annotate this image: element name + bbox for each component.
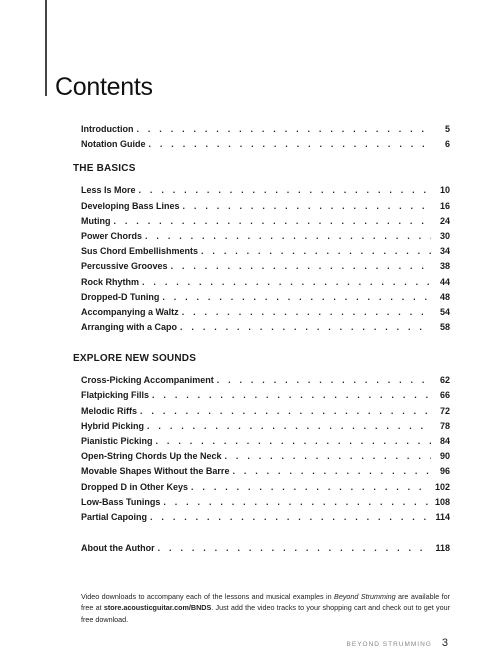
dot-leader [150,512,431,522]
dot-leader [162,292,431,302]
toc-entry-title: Rock Rhythm [81,276,140,287]
section-the-basics [73,163,450,337]
toc-entry[interactable] [81,261,450,276]
toc-entry-title: Introduction [81,124,134,134]
margin-rule [45,0,47,96]
toc-entry-title: Flatpicking Fills [81,390,150,401]
dot-leader [183,201,431,211]
dot-leader [217,375,431,385]
toc-entry-page: 108 [434,496,450,507]
toc-entry[interactable] [81,185,450,200]
toc-entry-page: 6 [444,139,450,150]
toc-entry-page: 54 [439,306,450,317]
toc-entry[interactable] [81,375,450,390]
toc-entry-title: Dropped D in Other Keys [81,481,189,492]
toc-entry-page: 114 [435,511,450,522]
footnote-text: are available for free at [81,592,450,613]
download-link[interactable]: store.acousticguitar.com/BNDS [103,603,212,613]
toc-entry-title: Developing Bass Lines [81,200,180,211]
toc-entry[interactable] [81,451,450,466]
toc-entry-page: 78 [439,420,450,431]
toc-entry-title: Arranging with a Capo [81,322,178,333]
toc-entry[interactable] [81,246,450,261]
toc-entry-title: Sus Chord Embellishments [81,246,199,257]
dot-leader [156,436,431,446]
toc-entry-title: About the Author [81,543,155,554]
toc-entry[interactable] [81,216,450,231]
table-of-contents [73,124,450,558]
toc-entry-title: Accompanying a Waltz [81,306,179,317]
toc-entry-page: 84 [439,436,450,446]
page-title: Contents [55,73,153,101]
toc-entry-page: 90 [439,451,450,462]
toc-entry-page: 72 [439,405,450,416]
toc-entry-title: Melodic Riffs [81,405,138,416]
toc-entry[interactable] [81,231,450,246]
toc-entry[interactable] [81,322,450,337]
toc-entry[interactable] [81,292,450,307]
toc-entry[interactable] [81,482,450,497]
dot-leader [158,543,431,553]
toc-entry[interactable] [81,436,450,451]
toc-entry-title: Less Is More [81,185,136,196]
toc-entry-page: 118 [435,543,450,554]
dot-leader [140,406,431,416]
dot-leader [145,231,431,241]
toc-entry-page: 30 [439,230,450,241]
dot-leader [149,139,432,149]
running-footer [347,637,448,649]
toc-entry-page: 38 [439,261,450,272]
toc-entry-page: 44 [439,276,450,287]
section-heading: EXPLORE NEW SOUNDS [73,353,197,365]
dot-leader [201,246,431,256]
toc-entry[interactable] [81,307,450,322]
toc-entry-title: Partial Capoing [81,511,148,522]
toc-entry-page: 16 [439,200,450,211]
toc-entry-title: Pianistic Picking [81,436,153,446]
toc-entry[interactable] [81,497,450,512]
toc-entry-page: 96 [439,466,450,477]
toc-entry-page: 34 [439,246,450,257]
toc-entry-title: Open-String Chords Up the Neck [81,451,222,462]
section-explore-new-sounds [73,353,450,527]
toc-entry-page: 5 [444,124,450,134]
toc-entry[interactable] [81,390,450,405]
toc-entry[interactable] [81,406,450,421]
toc-entry[interactable] [81,543,450,558]
book-title: Beyond Strumming [334,592,396,601]
dot-leader [137,124,432,134]
toc-entry[interactable] [81,421,450,436]
toc-entry-title: Dropped-D Tuning [81,291,160,302]
toc-entry[interactable] [81,201,450,216]
toc-entry[interactable] [81,512,450,527]
dot-leader [171,261,431,271]
toc-entry-title: Percussive Grooves [81,261,168,272]
toc-entry-page: 48 [439,291,450,302]
section-heading: THE BASICS [73,163,136,175]
toc-entry-page: 10 [439,185,450,196]
dot-leader [163,497,431,507]
video-download-note [81,591,450,625]
toc-entry-title: Hybrid Picking [81,420,145,431]
dot-leader [225,451,431,461]
toc-entry-page: 66 [439,390,450,401]
toc-entry-title: Notation Guide [81,139,146,150]
dot-leader [114,216,432,226]
toc-entry-title: Movable Shapes Without the Barre [81,466,230,477]
toc-entry-title: Muting [81,215,111,226]
toc-entry-title: Power Chords [81,230,143,241]
toc-entry-page: 102 [434,481,450,492]
toc-entry[interactable] [81,277,450,292]
running-title: BEYOND STRUMMING [346,641,432,648]
dot-leader [182,307,431,317]
toc-entry[interactable] [81,124,450,139]
intro-entries [81,124,450,154]
page-number: 3 [441,637,448,649]
dot-leader [232,466,431,476]
toc-entry-page: 24 [439,215,450,226]
toc-entry-page: 62 [439,375,450,386]
toc-entry[interactable] [81,139,450,154]
dot-leader [191,482,431,492]
dot-leader [142,277,431,287]
footnote-text: Video downloads to accompany each of the lessons and musical examples in [81,592,335,601]
toc-entry[interactable] [81,466,450,481]
dot-leader [139,185,431,195]
toc-entry-title: Low-Bass Tunings [81,496,161,507]
toc-entry-title: Cross-Picking Accompaniment [81,375,214,386]
footnote-text: . Just add the video tracks to your shopping cart and check out to get your free download. [81,603,451,624]
toc-entry-page: 58 [439,322,450,333]
dot-leader [152,390,431,400]
dot-leader [147,421,431,431]
closing-entries [81,543,450,558]
dot-leader [180,322,431,332]
